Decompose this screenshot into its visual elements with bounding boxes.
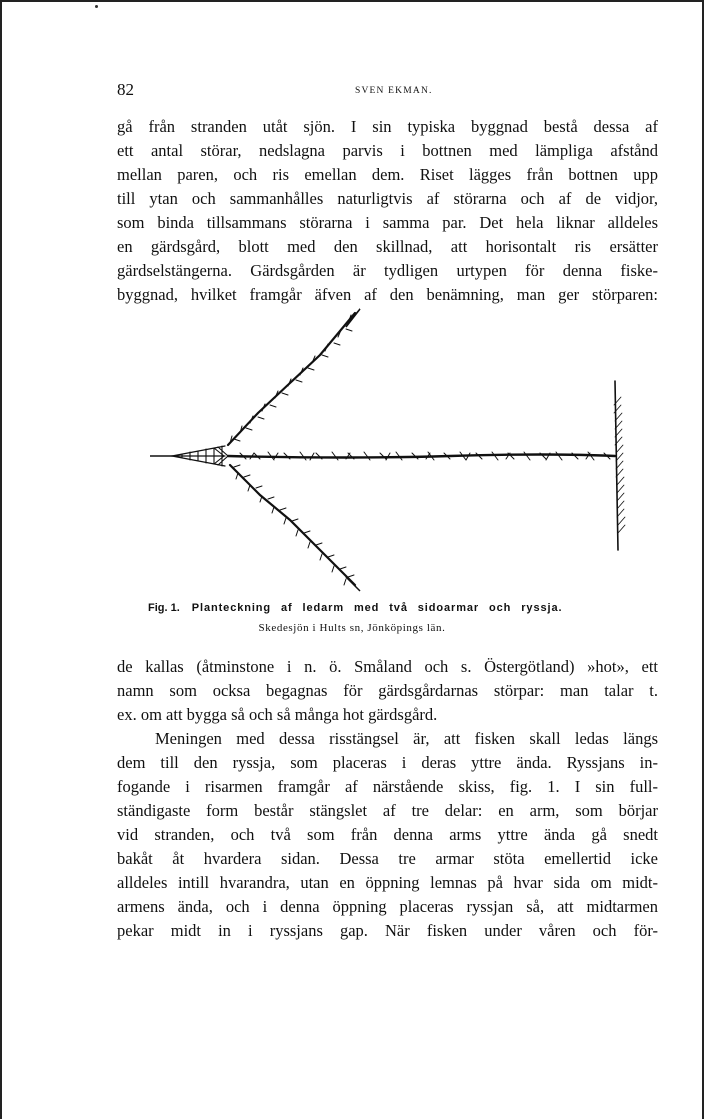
figure-title: Planteckning af ledarm med två sidoarmar och ryssja.	[191, 602, 563, 614]
text-line: fogande i risarmen framgår af närstående skiss, fig. 1. I sin full-	[117, 777, 658, 796]
page-number: 82	[117, 80, 134, 99]
text-line: gå från stranden utåt sjön. I sin typiska byggnad bestå dessa af	[117, 117, 658, 136]
lower-side-arm	[230, 465, 360, 591]
text-line: pekar midt in i ryssjans gap. När fisken under våren och för-	[117, 921, 658, 940]
paragraph-hot	[117, 655, 658, 727]
running-head: SVEN EKMAN.	[355, 86, 433, 96]
figure-caption	[148, 602, 642, 614]
text-line: vid stranden, och två som från denna arms yttre ända gå snedt	[117, 825, 658, 844]
page-edge-left	[0, 0, 2, 1119]
text-line: namn som ocksa begagnas för gärdsgårdarnas störpar: man talar t.	[117, 681, 658, 700]
text-line: som binda tillsammans störarna i samma par. Det hela liknar alldeles	[117, 213, 658, 232]
text-line: dem till den ryssja, som placeras i deras yttre ända. Ryssjans in-	[117, 753, 658, 772]
text-line: ständigaste form består stängslet af tre delar: en arm, som börjar	[117, 801, 658, 820]
figure-subtitle: Skedesjön i Hults sn, Jönköpings län.	[258, 622, 446, 634]
text-line: byggnad, hvilket framgår äfven af den benämning, man ger störparen:	[117, 285, 658, 304]
text-line: armens ända, och i denna öppning placeras ryssjan så, att midtarmen	[117, 897, 658, 916]
middle-arm	[228, 452, 615, 460]
upper-side-arm	[228, 309, 360, 445]
text-line: bakåt åt hvardera sidan. Dessa tre armar stöta emellertid icke	[117, 849, 658, 868]
paragraph-meaning	[117, 727, 658, 943]
text-line: Meningen med dessa risstängsel är, att fisken skall ledas längs	[155, 729, 658, 748]
text-line: en gärdsgård, blott med den skillnad, att horisontalt ris ersätter	[117, 237, 658, 256]
text-line: till ytan och sammanhålles naturligtvis af störarna och af de vidjor,	[117, 189, 658, 208]
paragraph-intro	[117, 115, 658, 307]
text-line: gärdselstängerna. Gärdsgården är tydligen urtypen för denna fiske-	[117, 261, 658, 280]
page-edge-top	[0, 0, 704, 2]
figure-label: Fig. 1.	[148, 602, 180, 614]
text-line: mellan paren, och ris emellan dem. Riset lägges från bottnen upp	[117, 165, 658, 184]
text-line: de kallas (åtminstone i n. ö. Småland och s. Östergötland) »hot», ett	[117, 657, 658, 676]
figure-plan-drawing	[150, 305, 640, 597]
fyke-net	[150, 446, 228, 466]
text-line: alldeles intill hvarandra, utan en öppning lemnas på hvar sida om midt-	[117, 873, 658, 892]
scan-speck	[95, 5, 98, 8]
plan-drawing	[150, 305, 640, 597]
shoreline	[614, 381, 625, 550]
text-line: ex. om att bygga så och så många hot gärdsgård.	[117, 705, 438, 724]
text-line: ett antal störar, nedslagna parvis i bottnen med lämpliga afstånd	[117, 141, 658, 160]
